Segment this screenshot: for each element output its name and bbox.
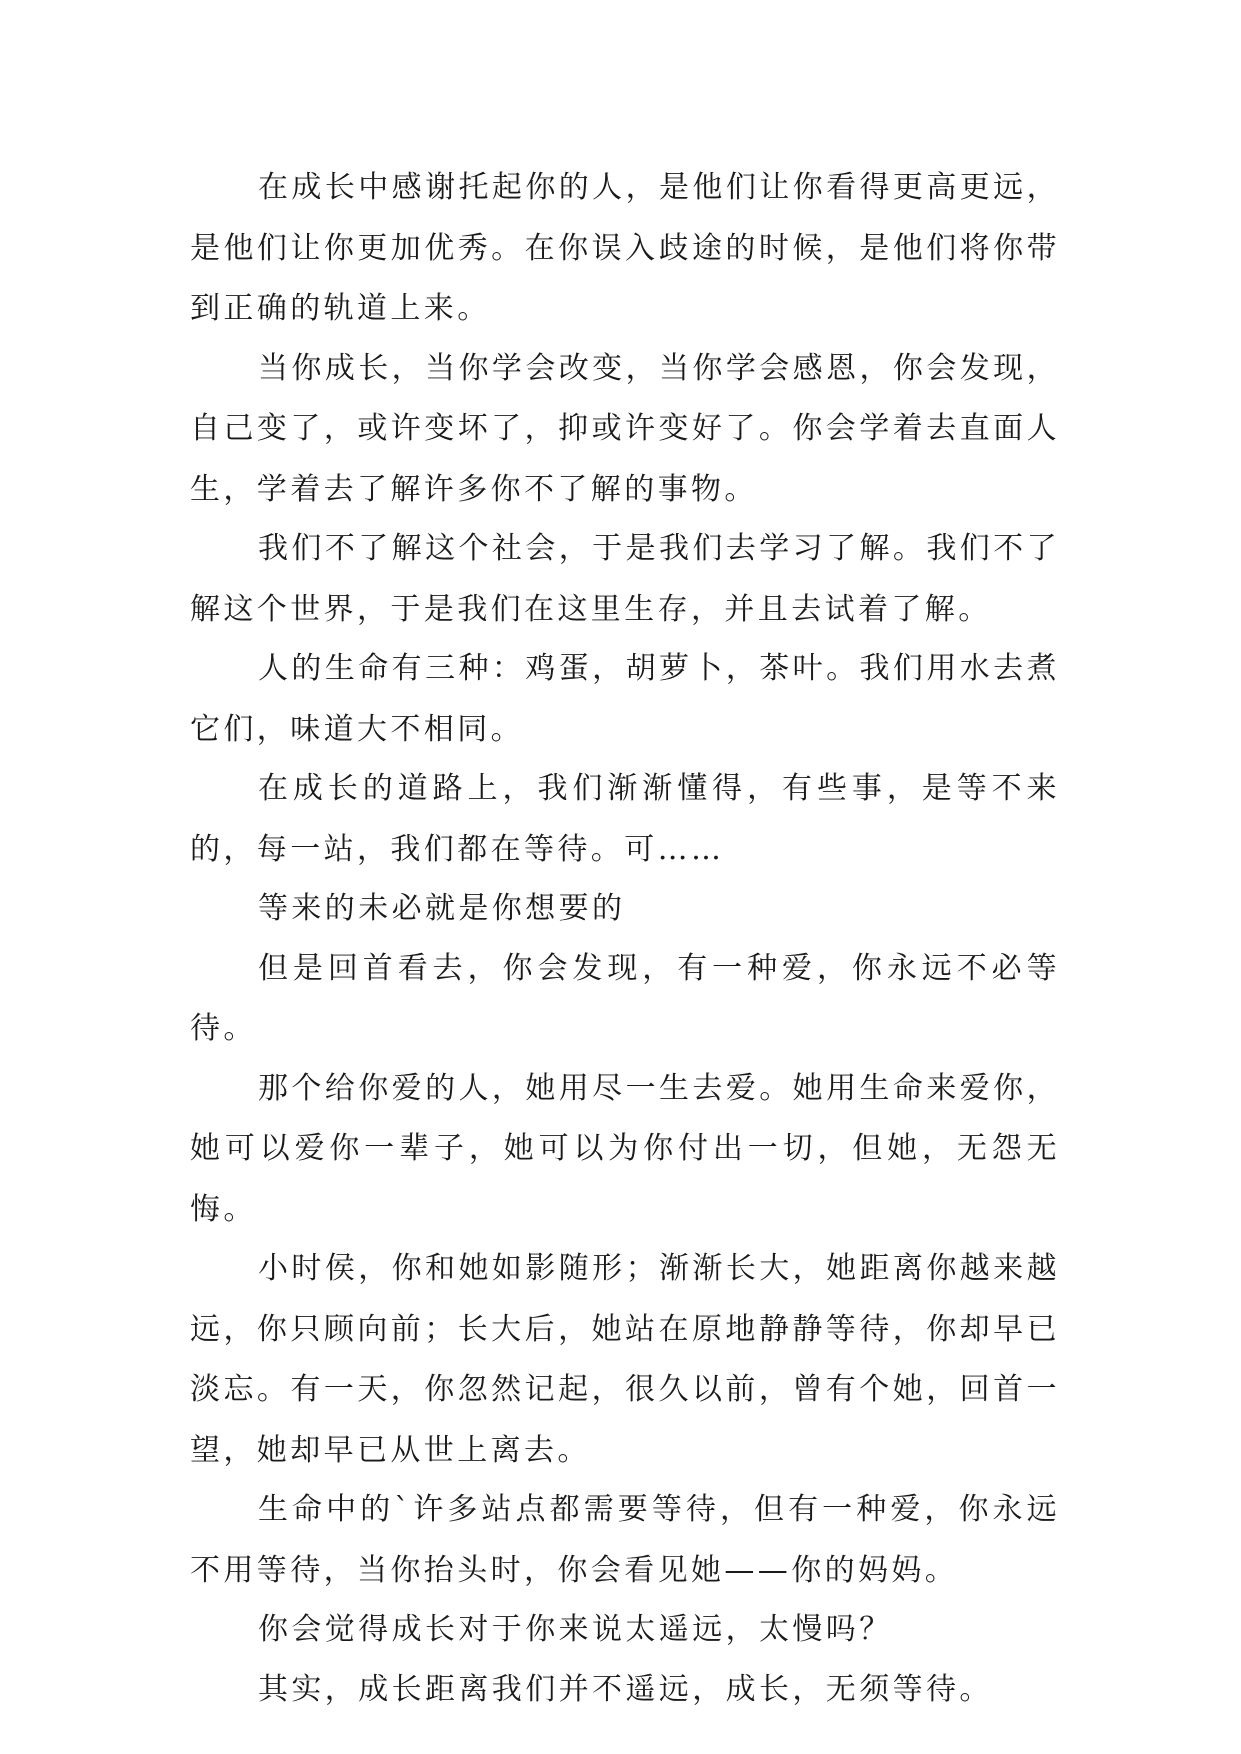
paragraph: 你会觉得成长对于你来说太遥远，太慢吗？: [258, 1612, 893, 1647]
paragraph: 那个给你爱的人，她用尽一生去爱。她用生命来爱你，她可以爱你一辈子，她可以为你付出一切，但她，无怨无悔。: [190, 1070, 1060, 1227]
paragraph: 但是回首看去，你会发现，有一种爱，你永远不必等待。: [190, 950, 1060, 1046]
paragraph: 其实，成长距离我们并不遥远，成长，无须等待。: [258, 1671, 993, 1707]
paragraph: 当你成长，当你学会改变，当你学会感恩，你会发现，自己变了，或许变坏了，抑或许变好了。你会学着去直面人生，学着去了解许多你不了解的事物。: [190, 350, 1060, 507]
paragraph: 等来的未必就是你想要的: [258, 891, 626, 926]
paragraph: 在成长中感谢托起你的人，是他们让你看得更高更远，是他们让你更加优秀。在你误入歧途的时候，是他们将你带到正确的轨道上来。: [190, 170, 1060, 326]
paragraph: 我们不了解这个社会，于是我们去学习了解。我们不了解这个世界，于是我们在这里生存，并且去试着了解。: [190, 531, 1060, 627]
paragraph: 在成长的道路上，我们渐渐懂得，有些事，是等不来的，每一站，我们都在等待。可……: [190, 771, 1060, 867]
document-body: [190, 158, 1060, 1719]
paragraph: 小时侯，你和她如影随形；渐渐长大，她距离你越来越远，你只顾向前；长大后，她站在原地静静等待，你却早已淡忘。有一天，你忽然记起，很久以前，曾有个她，回首一望，她却早已从世上离去。: [190, 1251, 1060, 1468]
paragraph: 人的生命有三种：鸡蛋，胡萝卜，茶叶。我们用水去煮它们，味道大不相同。: [190, 651, 1060, 747]
paragraph: 生命中的`许多站点都需要等待，但有一种爱，你永远不用等待，当你抬头时，你会看见她——你的妈妈。: [190, 1492, 1060, 1588]
